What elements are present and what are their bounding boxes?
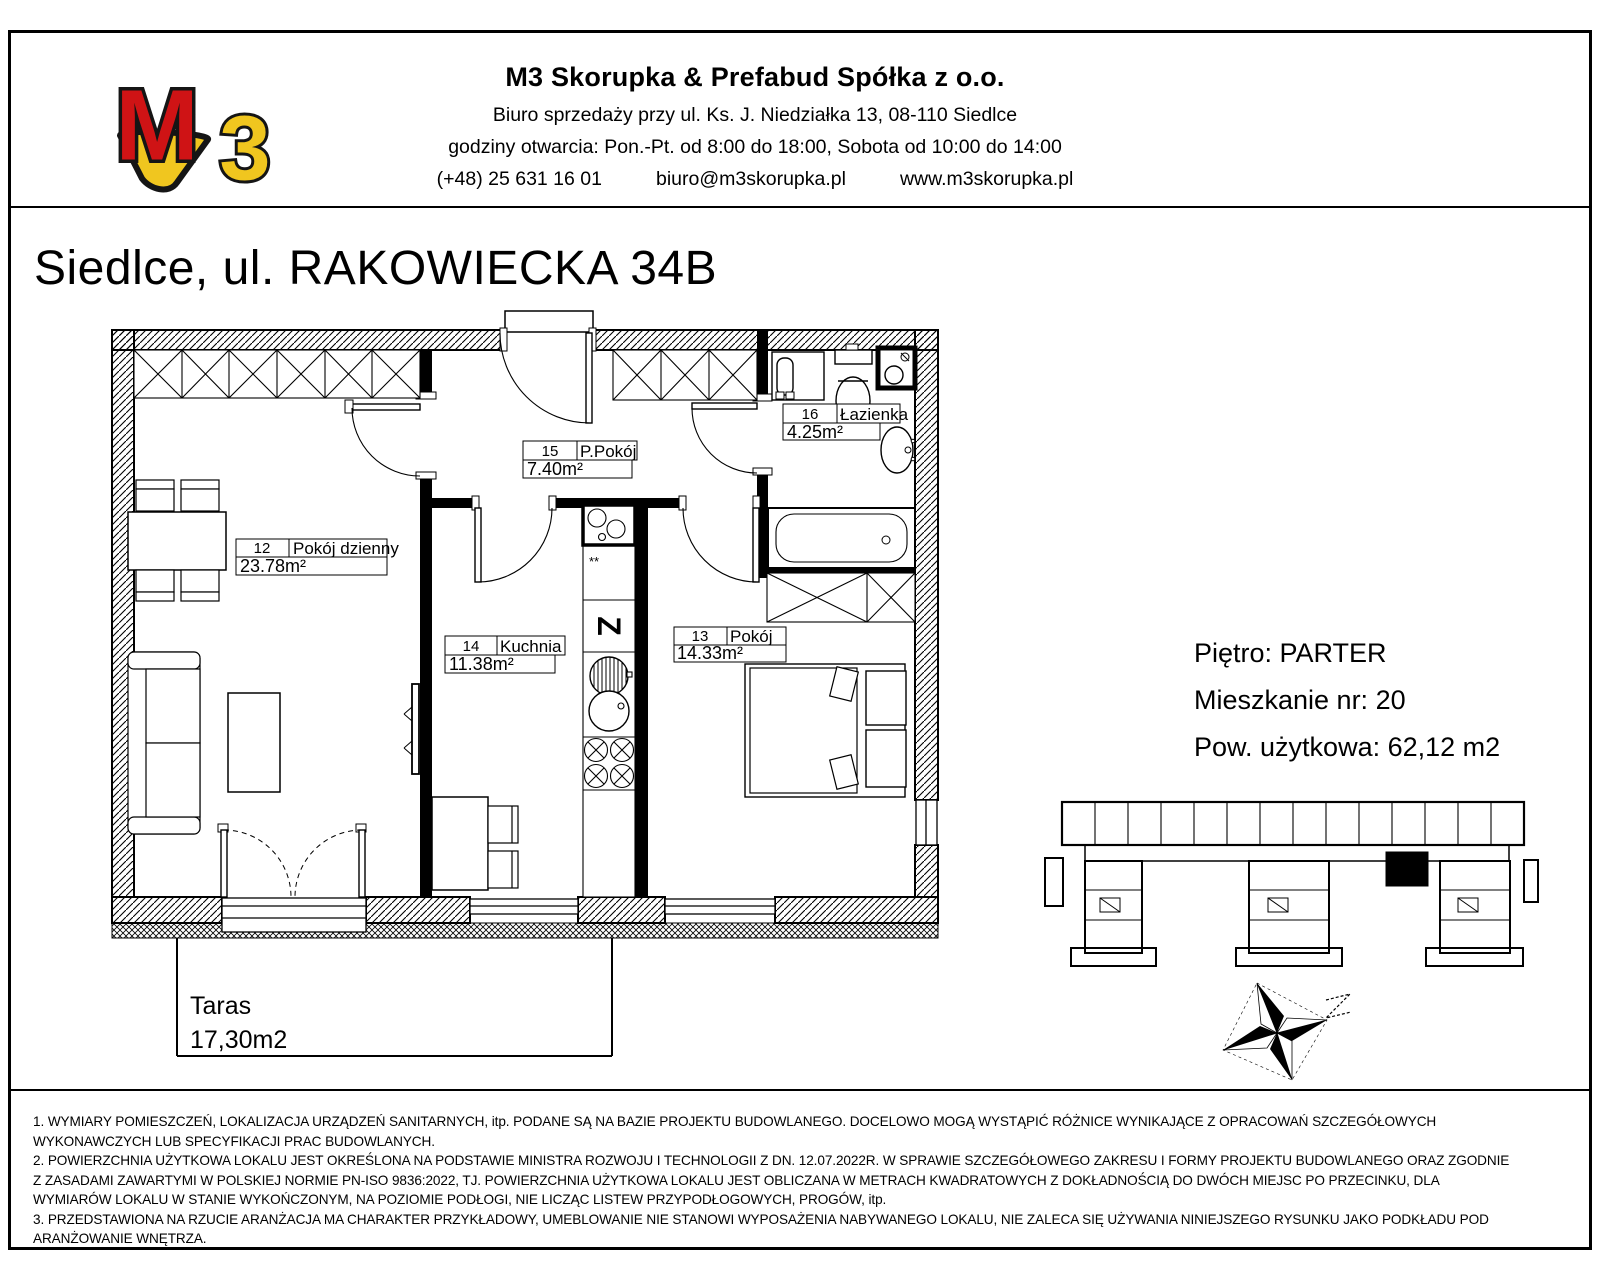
building-overview	[1045, 802, 1538, 966]
hall-sink-unit	[583, 505, 635, 545]
bathroom-door	[692, 394, 772, 475]
room-name: Łazienka	[840, 405, 909, 424]
compass-rose-icon	[1223, 983, 1351, 1080]
phone-number: (+48) 25 631 16 01	[436, 168, 602, 190]
room-number: 14	[462, 638, 480, 655]
hall-wardrobe	[613, 350, 757, 400]
usable-area: Pow. użytkowa: 62,12 m2	[1194, 732, 1501, 762]
apartment-plan	[112, 311, 938, 1056]
room-area: 23.78m²	[240, 556, 307, 576]
unit-location-marker	[1386, 852, 1428, 886]
room-number: 12	[253, 540, 271, 557]
building-wing-center	[1249, 861, 1329, 953]
bathtub-icon	[768, 508, 915, 568]
living-room-wardrobe	[134, 350, 420, 398]
coffee-table	[228, 693, 280, 792]
compass-west-letter	[1326, 994, 1351, 1018]
room-number: 13	[691, 628, 709, 645]
top-wall-left	[112, 330, 505, 350]
email-address[interactable]: biuro@m3skorupka.pl	[655, 168, 846, 190]
apartment-number: Mieszkanie nr: 20	[1194, 685, 1406, 715]
note-line: 2. POWIERZCHNIA UŻYTKOWA LOKALU JEST OKREŚLONA NA PODSTAWIE MINISTRA ROZWOJU I TECHNOLOGII Z DN. 12.07.2022R. W SPRAWIE SZCZEGÓŁOWEGO ZAKRESU I FORMY PROJEKTU BUDOWLANEGO ORAZ ZGODNIE	[33, 1153, 1510, 1168]
floor-value: Piętro: PARTER	[1194, 638, 1387, 668]
sales-office-address: Biuro sprzedaży przy ul. Ks. J. Niedziałka 13, 08-110 Siedlce	[492, 104, 1018, 126]
kitchen-door	[472, 496, 556, 582]
bathroom-fixtures	[768, 344, 915, 568]
label-hall	[523, 441, 637, 479]
washing-machine-icon	[772, 352, 824, 400]
right-wall-lower	[915, 845, 938, 897]
bottom-wall-seg	[366, 897, 470, 923]
building-wing-right	[1440, 861, 1510, 953]
bottom-wall-seg	[578, 897, 665, 923]
website-url[interactable]: www.m3skorupka.pl	[899, 168, 1074, 190]
label-bedroom	[674, 627, 786, 663]
entry-landing	[505, 311, 593, 332]
logo-digit: 3	[219, 97, 271, 200]
room-area: 7.40m²	[527, 459, 584, 479]
note-line: ARANŻOWANIE WNĘTRZA.	[33, 1231, 207, 1246]
dining-set	[128, 480, 226, 601]
kitchen-table-set	[432, 797, 518, 890]
room-area: 14.33m²	[677, 643, 744, 663]
kitchen-fixtures	[583, 505, 635, 897]
fridge-marker: **	[589, 554, 600, 569]
bedroom-wardrobe	[767, 573, 915, 622]
tv-icon	[404, 684, 419, 774]
living-room-door	[345, 392, 436, 479]
room-name: Kuchnia	[500, 637, 562, 656]
kitchen-column-letter: Z	[591, 616, 627, 636]
room-area: 11.38m²	[449, 654, 514, 674]
note-line: 1. WYMIARY POMIESZCZEŃ, LOKALIZACJA URZĄDZEŃ SANITARNYCH, itp. PODANE SĄ NA BAZIE PROJEKTU BUDOWLANEGO. DOCELOWO MOGĄ WYSTĄPIĆ RÓŻNICE WYNIKAJĄCE Z OPRACOWAŃ SZCZEGÓŁOWYCH	[33, 1114, 1437, 1129]
page-title: Siedlce, ul. RAKOWIECKA 34B	[34, 242, 718, 295]
bedroom-window	[665, 899, 775, 914]
terrace	[177, 938, 612, 1056]
double-bed	[745, 664, 906, 797]
terrace-name: Taras	[190, 992, 252, 1020]
bottom-wall-seg	[775, 897, 938, 923]
right-wall-upper	[915, 330, 938, 800]
label-living-room	[236, 539, 399, 576]
room-area: 4.25m²	[787, 422, 844, 442]
sofa	[128, 652, 200, 834]
note-line: WYMIARÓW LOKALU W STANIE WYKOŃCZONYM, NA POZIOMIE PODŁOGI, NIE LICZĄC LISTEW PRZYPODŁOGOWYCH, PROGÓW, itp.	[33, 1192, 887, 1207]
bedroom-door	[679, 496, 760, 582]
note-line: Z ZASADAMI ZAWARTYMI W POLSKIEJ NORMIE PN-ISO 9836:2022, TJ. POWIERZCHNIA UŻYTKOWA LOKALU JEST OBLICZANA W METRACH KWADRATOWYCH Z DOKŁADNOŚCIĄ DO DWÓCH MIEJSC PO PRZECINKU, DLA	[33, 1172, 1440, 1188]
building-corridor	[1085, 845, 1509, 861]
room-name: Pokój	[730, 627, 773, 646]
company-name: M3 Skorupka & Prefabud Spółka z o.o.	[505, 62, 1005, 92]
room-name: P.Pokój	[580, 442, 637, 461]
side-window	[916, 800, 937, 845]
corner-basin-icon	[878, 348, 915, 388]
logo-letter: M	[115, 69, 199, 182]
room-number: 16	[801, 406, 819, 423]
note-line: 3. PRZEDSTAWIONA NA RZUCIE ARANŻACJA MA CHARAKTER PRZYKŁADOWY, UMEBLOWANIE NIE STANOWI WYPOSAŻENIA NABYWANEGO LOKALU, NIE ZALECA SIĘ UŻYWANIA NINIEJSZEGO RYSUNKU JAKO PODKŁADU POD	[33, 1211, 1489, 1227]
terrace-french-doors	[218, 824, 366, 897]
terrace-door-sill	[222, 898, 366, 932]
kitchen-window	[470, 899, 578, 914]
bottom-wall-seg	[112, 897, 222, 923]
note-line: WYKONAWCZYCH LUB SPECYFIKACJI PRAC BUDOWLANYCH.	[33, 1133, 435, 1149]
room-name: Pokój dzienny	[293, 539, 399, 558]
label-kitchen	[445, 636, 565, 674]
room-number: 15	[541, 443, 559, 460]
opening-hours: godziny otwarcia: Pon.-Pt. od 8:00 do 18:00, Sobota od 10:00 do 14:00	[448, 136, 1062, 158]
entry-door	[500, 328, 596, 423]
washbasin-icon	[881, 427, 915, 473]
terrace-area: 17,30m2	[190, 1026, 288, 1054]
